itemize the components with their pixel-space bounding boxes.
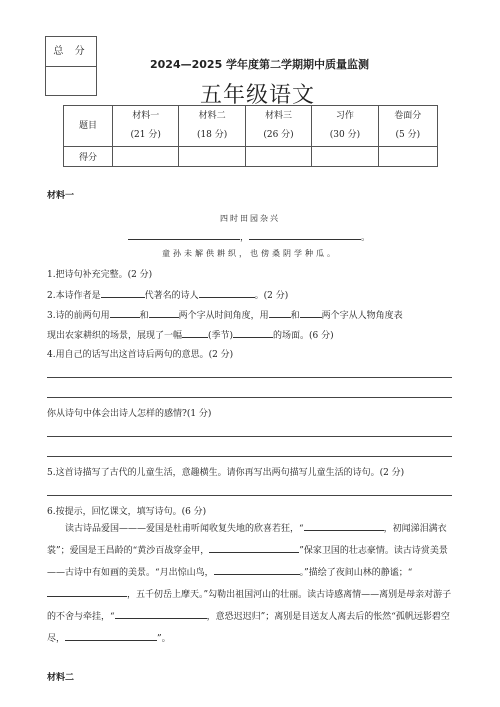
question-2: 2.本诗作者是 代著名的诗人 。(2 分)	[47, 288, 288, 303]
question-3-cont: 现出农家耕织的场景，展现了一幅 (季节) 的场面。(6 分)	[47, 328, 334, 343]
answer-line[interactable]	[47, 377, 452, 378]
score-cell[interactable]	[378, 147, 437, 167]
poem-blank-2[interactable]	[249, 230, 361, 240]
question-5: 5.这首诗描写了古代的儿童生活，意趣横生。请你再写出两句描写儿童生活的诗句。(2 分)	[47, 468, 405, 478]
answer-blank[interactable]	[214, 565, 300, 575]
answer-blank[interactable]	[269, 308, 291, 318]
answer-blank[interactable]	[101, 288, 145, 298]
col-material3: 材料三 (26 分)	[245, 106, 311, 147]
answer-blank[interactable]	[149, 308, 179, 318]
col-material1: 材料一 (21 分)	[113, 106, 179, 147]
answer-blank[interactable]	[304, 521, 384, 531]
question-4: 4.用自己的话写出这首诗后两句的意思。(2 分)	[47, 350, 234, 360]
poem-blank-1[interactable]	[128, 230, 240, 240]
row-header: 题目	[64, 106, 113, 147]
answer-blank[interactable]	[182, 328, 208, 338]
poem-line: 童孙未解供耕织，也傍桑阴学种瓜。	[162, 249, 338, 258]
exam-year-title: 2024—2025 学年度第二学期期中质量监测	[150, 58, 370, 71]
answer-blank[interactable]	[115, 609, 207, 619]
answer-blank[interactable]	[65, 631, 157, 641]
col-material2: 材料二 (18 分)	[179, 106, 245, 147]
question-1: 1.把诗句补充完整。(2 分)	[47, 270, 153, 280]
score-row-label: 得分	[64, 147, 113, 167]
answer-line[interactable]	[47, 397, 452, 398]
material1-heading: 材料一	[47, 191, 75, 201]
answer-line[interactable]	[47, 436, 452, 437]
question-6-body: 读古诗品爱国———爱国是杜甫听闻收复失地的欣喜若狂，“ ，初闻涕泪满衣裳”；爱国是王昌龄的“黄沙百战穿金甲， ”保家卫国的壮志豪情。读古诗赏美景——古诗中有如画的美景。“月出惊山鸟， 。”描绘了夜间山林的静谧；“，五千仞岳上摩天。”勾勒出祖国河山的壮丽。读古诗感离情——离别是母亲对游子的不舍与牵挂，“ ，意恐迟迟归”；离别是目送友人离去后的怅然“孤帆远影碧空尽， ”。	[47, 518, 452, 650]
question-4-feeling: 你从诗句中体会出诗人怎样的感情?(1 分)	[47, 409, 212, 419]
answer-blank[interactable]	[300, 308, 322, 318]
score-cell[interactable]	[312, 147, 378, 167]
grade-title: 五年级语文	[200, 83, 316, 108]
material2-heading: 材料二	[47, 673, 75, 683]
answer-blank[interactable]	[199, 288, 255, 298]
score-cell[interactable]	[179, 147, 245, 167]
question-6: 6.按提示，回忆课文，填写诗句。(6 分)	[47, 507, 207, 517]
score-cell[interactable]	[245, 147, 311, 167]
total-score-box	[45, 36, 97, 96]
col-neatness: 卷面分 (5 分)	[378, 106, 437, 147]
answer-blank[interactable]	[209, 543, 299, 553]
total-score-label: 总 分	[46, 37, 96, 67]
answer-blank[interactable]	[110, 308, 140, 318]
poem-fill-line: ， 。	[128, 230, 370, 243]
score-table	[63, 105, 438, 167]
answer-line[interactable]	[47, 456, 452, 457]
total-score-field[interactable]	[46, 67, 96, 95]
poem-title: 四时田园杂兴	[220, 214, 280, 223]
score-cell[interactable]	[113, 147, 179, 167]
col-composition: 习作 (30 分)	[312, 106, 378, 147]
question-3: 3.诗的前两句用 和 两个字从时间角度，用 和 两个字从人物角度表	[47, 308, 457, 323]
answer-blank[interactable]	[47, 587, 127, 597]
answer-line[interactable]	[47, 495, 452, 496]
answer-blank[interactable]	[233, 328, 273, 338]
